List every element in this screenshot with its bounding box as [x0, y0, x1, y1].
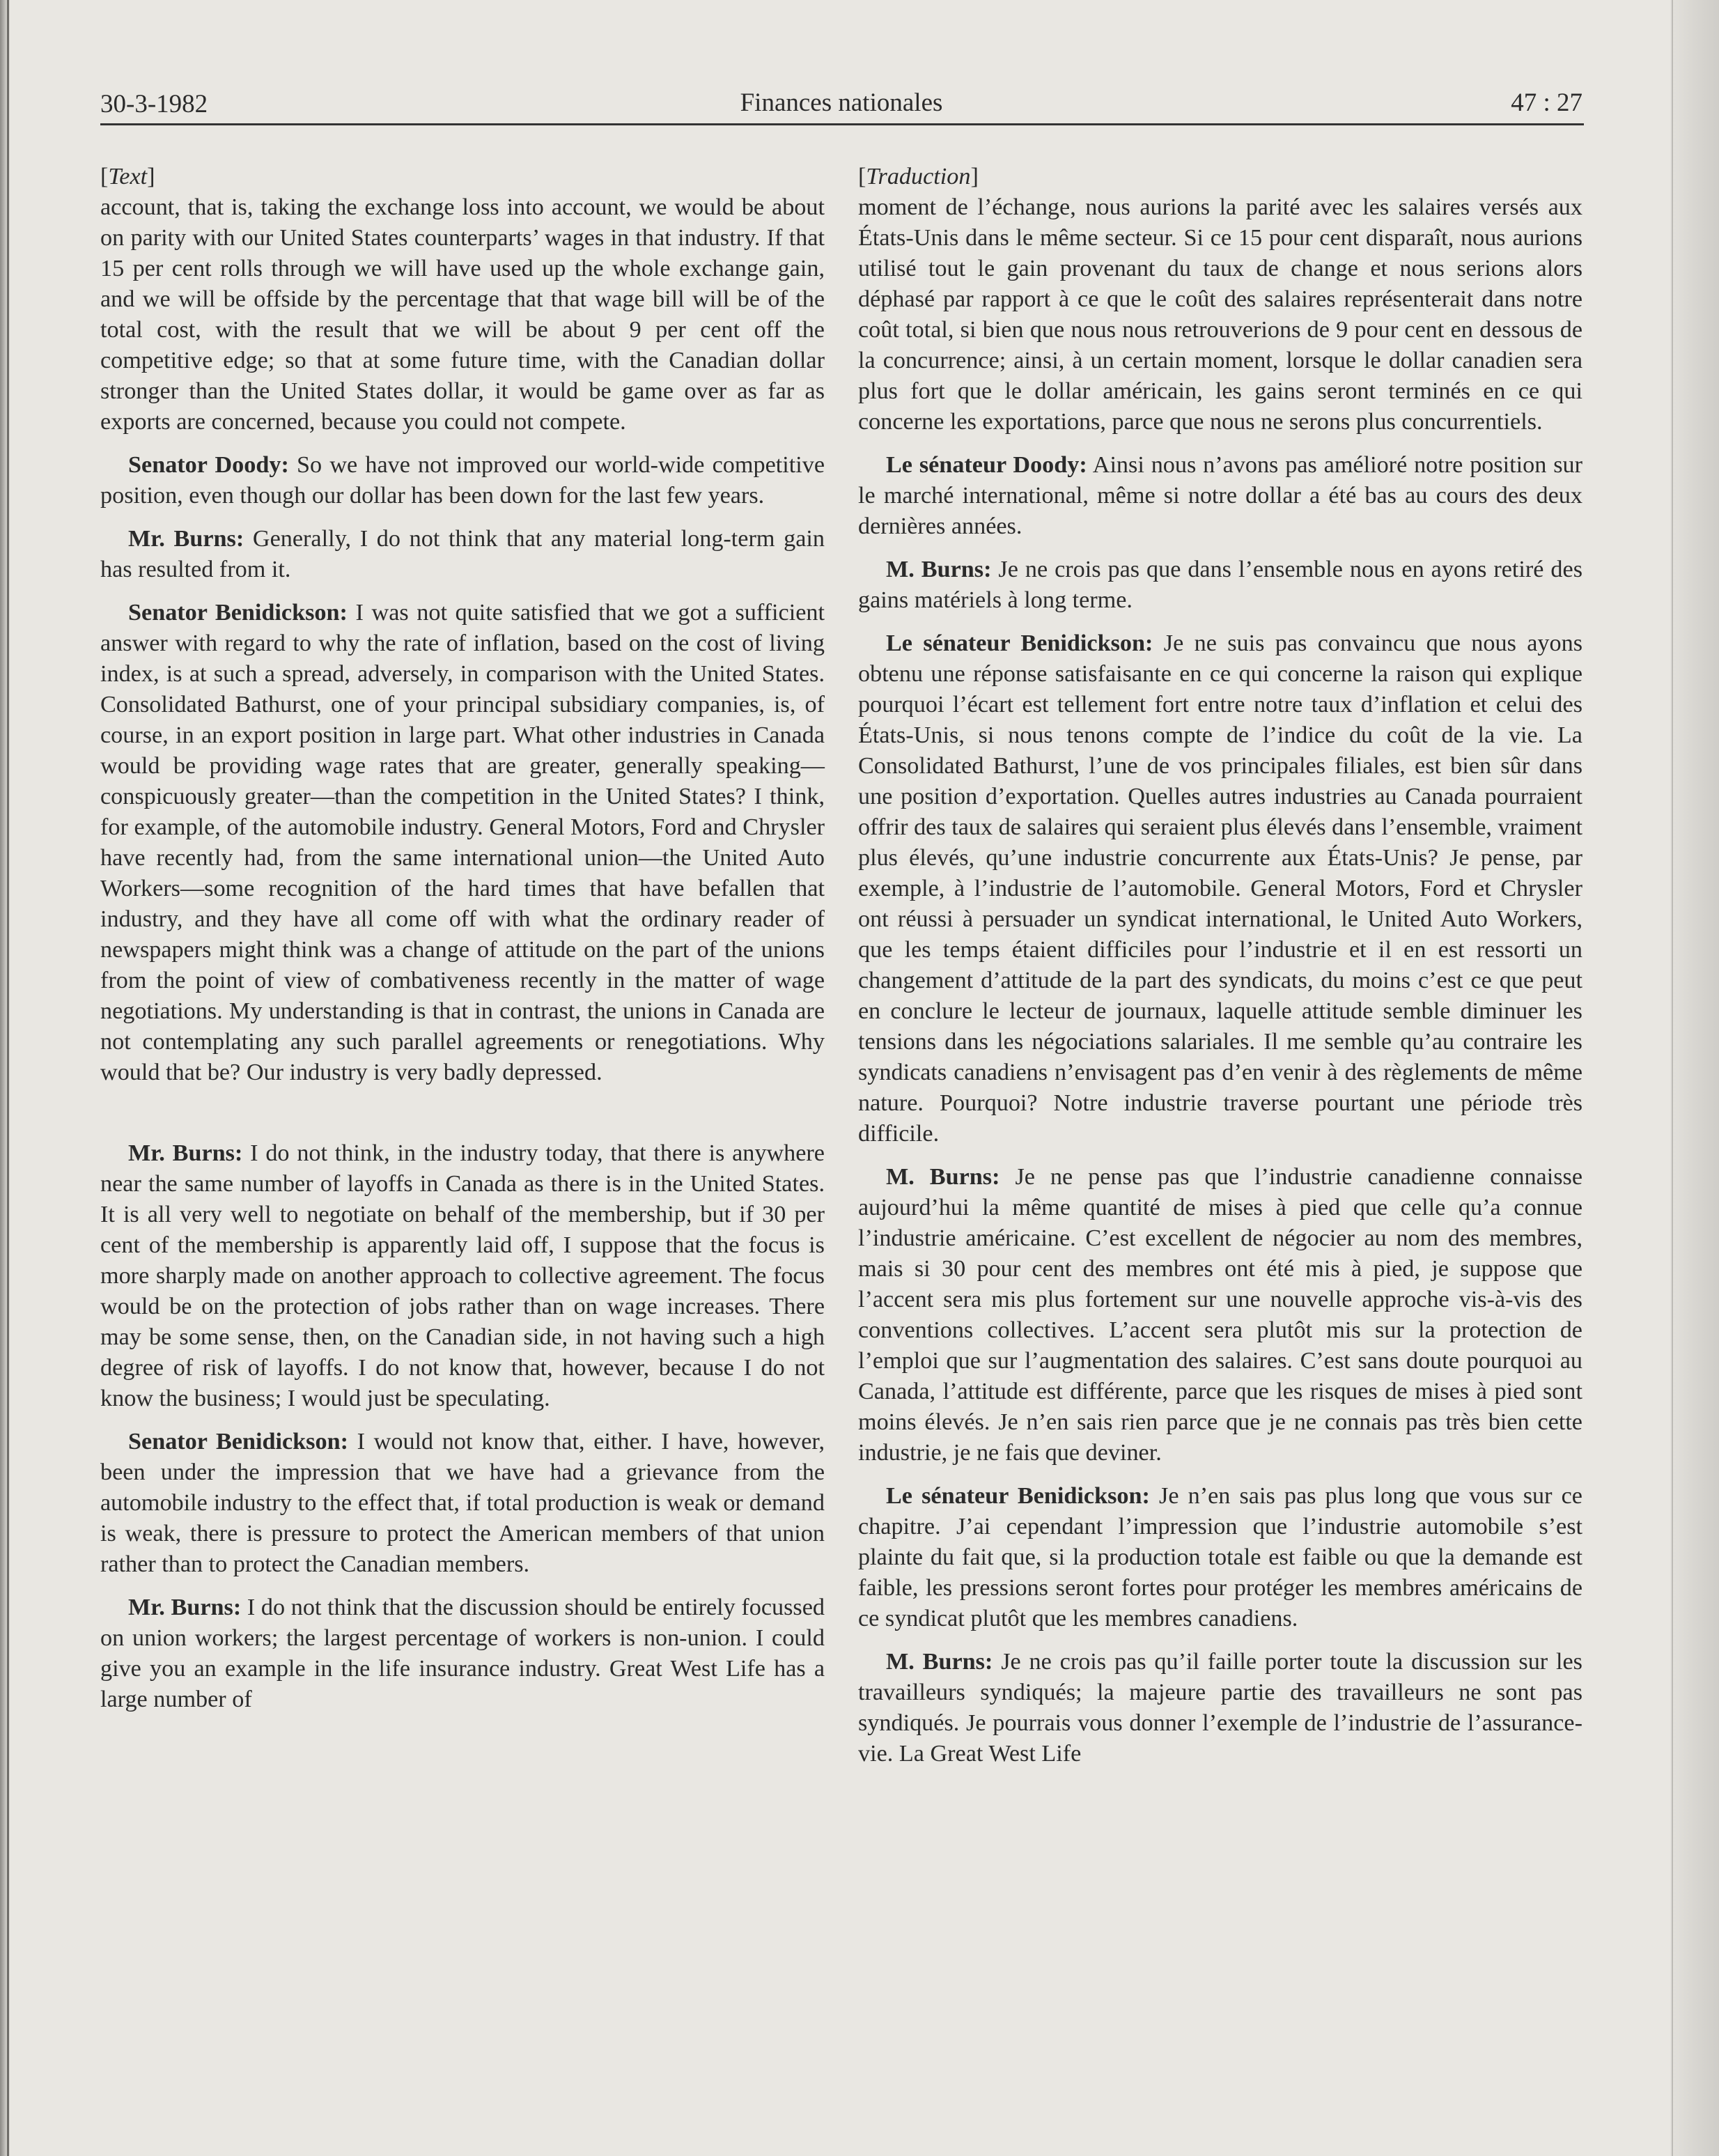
paragraph: Mr. Burns: I do not think that the discussion should be entirely focussed on union workers; the largest percentage of workers is non-union. I could give you an example in the life insurance industry. Great West Life has a large number of	[100, 1595, 825, 1712]
page-header	[100, 82, 1582, 124]
paragraph: Senator Benidickson: I would not know that, either. I have, however, been under the impression that we have had a grievance from the automobile industry to the effect that, if total production is weak or demand is weak, there is pressure to protect the American members of that union rather than to protect the Canadian members.	[100, 1429, 825, 1577]
paragraph: M. Burns: Je ne pense pas que l’industrie canadienne connaisse aujourd’hui la même quantité de mises à pied que celle qu’a connue l’industrie américaine. C’est excellent de négocier au nom des membres, mais si 30 pour cent des membres ont été mis à pied, je suppose que l’accent sera mis plus fortement sur une nouvelle approche vis-à-vis des conventions collectives. L’accent sera plutôt mis sur la protection de l’emploi que sur l’augmentation des salaires. C’est sans doute pourquoi au Canada, l’attitude est différente, parce que les risques de mises à pied sont moins élevés. Je n’en sais rien parce que je ne connais pas très bien cette industrie, je ne fais que deviner.	[858, 1164, 1582, 1466]
header-date: 30-3-1982	[100, 90, 208, 118]
section-label-traduction: [Traduction]	[858, 164, 979, 189]
paragraph: Senator Benidickson: I was not quite satisfied that we got a sufficient answer with regard to why the rate of inflation, based on the cost of living index, is at such a spread, adversely, in comparison with the United States. Consolidated Bathurst, one of your principal subsidiary companies, is, of course, in an export position in large part. What other industries in Canada would be providing wage rates that are greater, generally speaking—conspicuously greater—than the competition in the United States? I think, for example, of the automobile industry. General Motors, Ford and Chrysler have recently had, from the same international union—the United Auto Workers—some recognition of the hard times that have befallen that industry, and they have all come off with what the ordinary reader of newspapers might think was a change of attitude on the part of the unions from the point of view of combativeness recently in the matter of wage negotiations. My understanding is that in contrast, the unions in Canada are not contemplating any such parallel agreements or renegotiations. Why would that be? Our industry is very badly depressed.	[100, 600, 825, 1085]
paragraph: Le sénateur Doody: Ainsi nous n’avons pas amélioré notre position sur le marché international, même si notre dollar a été bas au cours des deux dernières années.	[858, 452, 1583, 539]
speaker-name: Mr. Burns:	[128, 526, 244, 552]
section-label-text: [Text]	[100, 164, 155, 189]
paragraph: Senator Doody: So we have not improved our world-wide competitive position, even though our dollar has been down for the last few years.	[100, 452, 825, 509]
paragraph: Mr. Burns: Generally, I do not think that any material long-term gain has resulted from it.	[100, 526, 825, 582]
speaker-name: Mr. Burns:	[128, 1595, 242, 1620]
speaker-name: M. Burns:	[886, 1164, 1000, 1190]
paragraph: account, that is, taking the exchange loss into account, we would be about on parity with our United States counterparts’ wages in that industry. If that 15 per cent rolls through we will have used up the whole exchange gain, and we will be offside by the percentage that that wage bill will be of the total cost, with the result that we will be about 9 per cent off the competitive edge; so that at some future time, with the Canadian dollar stronger than the United States dollar, it would be game over as far as exports are concerned, because you could not compete.	[100, 194, 825, 435]
header-title: Finances nationales	[740, 88, 943, 117]
paragraph: Mr. Burns: I do not think, in the industry today, that there is anywhere near the same number of layoffs in Canada as there is in the United States. It is all very well to negotiate on behalf of the membership, but if 30 per cent of the membership is apparently laid off, I suppose that the focus is more sharply made on another approach to collective agreement. The focus would be on the protection of jobs rather than on wage increases. There may be some sense, then, on the Canadian side, in not having such a high degree of risk of layoffs. I do not know that, however, because I do not know the business; I would just be speculating.	[100, 1140, 825, 1411]
page-right-edge	[1670, 0, 1719, 2156]
paragraph: Le sénateur Benidickson: Je ne suis pas convaincu que nous ayons obtenu une réponse satisfaisante en ce qui concerne la raison qui explique pourquoi l’écart est tellement fort entre notre taux d’inflation et celui des États-Unis, si nous tenons compte de l’indice du coût de la vie. La Consolidated Bathurst, l’une de vos principales filiales, est bien sûr dans une position d’exportation. Quelles autres industries au Canada pourraient offrir des taux de salaires qui seraient plus élevés dans l’ensemble, vraiment plus élevés, qu’une industrie concurrente aux États-Unis? Je pense, par exemple, à l’industrie de l’automobile. General Motors, Ford et Chrysler ont réussi à persuader un syndicat international, le United Auto Workers, que les temps étaient difficiles pour l’industrie et il en est ressorti un changement d’attitude de la part des syndicats, du moins c’est ce que peut en conclure le lecteur de journaux, laquelle attitude semble diminuer les tensions dans les négociations salariales. Il me semble qu’au contraire les syndicats canadiens n’envisagent pas d’en venir à des règlements de même nature. Pourquoi? Notre industrie traverse pourtant une période très difficile.	[858, 630, 1582, 1147]
header-rule	[100, 123, 1584, 125]
speaker-name: M. Burns:	[886, 557, 992, 582]
page-binding-edge	[0, 0, 10, 2156]
speaker-name: M. Burns:	[886, 1649, 993, 1675]
header-page-number: 47 : 27	[1511, 88, 1582, 117]
french-column	[858, 162, 1582, 1782]
paragraph: moment de l’échange, nous aurions la parité avec les salaires versés aux États-Unis dans le même secteur. Si ce 15 pour cent disparaît, nous aurions utilisé tout le gain provenant du taux de change et nous serions alors déphasé par rapport à ce que le coût des salaires représenterait dans notre coût total, si bien que nous nous retrouverions de 9 pour cent en dessous de la concurrence; ainsi, à un certain moment, lorsque le dollar canadien sera plus fort que le dollar américain, les gains seront terminés en ce qui concerne les exportations, parce que nous ne serons plus concurrentiels.	[858, 194, 1582, 435]
paragraph: Le sénateur Benidickson: Je n’en sais pas plus long que vous sur ce chapitre. J’ai cependant l’impression que l’industrie automobile s’est plainte du fait que, si la production totale est faible ou que la demande est faible, les pressions seront fortes pour protéger les membres américains de ce syndicat plutôt que les membres canadiens.	[858, 1483, 1582, 1631]
paragraph: M. Burns: Je ne crois pas qu’il faille porter toute la discussion sur les travailleurs syndiqués; la majeure partie des travailleurs ne sont pas syndiqués. Je pourrais vous donner l’exemple de l’industrie de l’assurance-vie. La Great West Life	[858, 1649, 1582, 1767]
speaker-name: Le sénateur Benidickson:	[886, 1483, 1150, 1509]
paragraph: M. Burns: Je ne crois pas que dans l’ensemble nous en ayons retiré des gains matériels à long terme.	[858, 557, 1582, 613]
speaker-name: Senator Benidickson:	[128, 1429, 348, 1455]
speaker-name: Le sénateur Doody:	[886, 452, 1087, 478]
english-column	[100, 162, 825, 1728]
speaker-name: Senator Benidickson:	[128, 600, 348, 626]
speaker-name: Le sénateur Benidickson:	[886, 630, 1153, 656]
speaker-name: Senator Doody:	[128, 452, 289, 478]
speaker-name: Mr. Burns:	[128, 1140, 243, 1166]
